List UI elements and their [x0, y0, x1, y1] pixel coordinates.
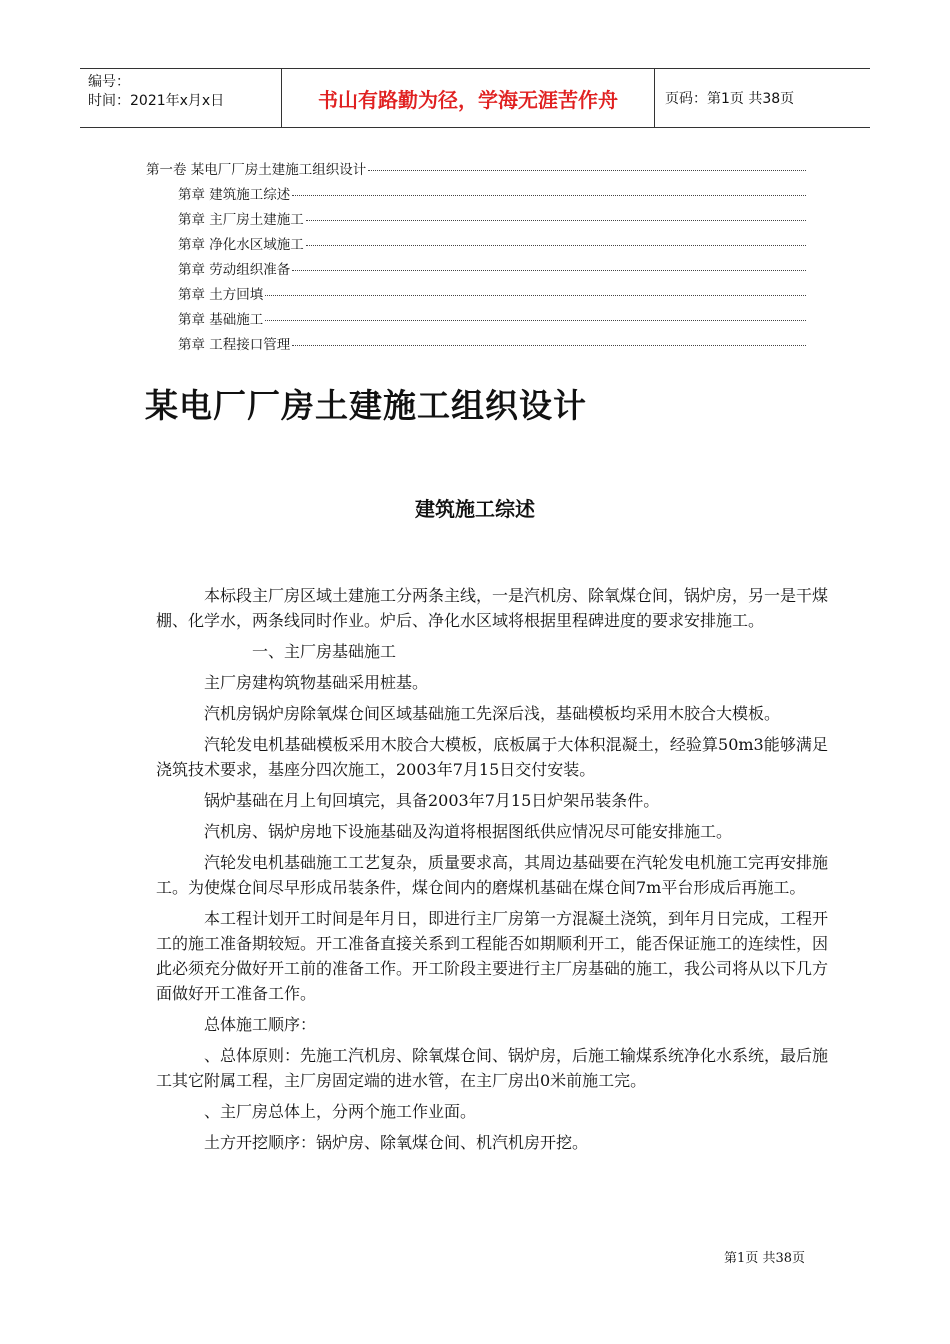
document-title: 某电厂厂房土建施工组织设计: [145, 386, 587, 425]
toc-leader: [306, 220, 806, 221]
paragraph: 本工程计划开工时间是年月日，即进行主厂房第一方混凝土浇筑，到年月日完成，工程开工的施工准备期较短。开工准备直接关系到工程能否如期顺利开工，能否保证施工的连续性，因此必须充分做好开工前的准备工作。开工阶段主要进行主厂房基础的施工，我公司将从以下几方面做好开工准备工作。: [156, 909, 829, 1003]
toc-item-label: 第章 工程接口管理: [178, 337, 291, 353]
toc-item-label: 第章 基础施工: [178, 312, 264, 328]
paragraph: 土方开挖顺序：锅炉房、除氧煤仓间、机汽机房开挖。: [204, 1133, 589, 1152]
header-number: 编号：: [88, 74, 130, 90]
paragraph: 、总体原则：先施工汽机房、除氧煤仓间、锅炉房，后施工输煤系统净化水系统，最后施工其它附属工程，主厂房固定端的进水管，在主厂房出0米前施工完。: [156, 1046, 829, 1090]
document-body: [156, 583, 828, 1161]
header-info: [80, 69, 282, 127]
toc-volume[interactable]: [146, 158, 806, 183]
header-motto: 书山有路勤为径，学海无涯苦作舟: [282, 69, 655, 127]
toc-item[interactable]: [146, 183, 806, 208]
header-time: 时间：2021年x月x日: [88, 93, 225, 109]
toc-leader: [292, 270, 806, 271]
chapter-title: 建筑施工综述: [415, 497, 535, 521]
toc-item-label: 第章 主厂房土建施工: [178, 212, 304, 228]
paragraph: 本标段主厂房区域土建施工分两条主线，一是汽机房、除氧煤仓间，锅炉房，另一是干煤棚、化学水，两条线同时作业。炉后、净化水区域将根据里程碑进度的要求安排施工。: [156, 586, 829, 630]
table-of-contents: [146, 158, 806, 358]
paragraph: 汽轮发电机基础模板采用木胶合大模板，底板属于大体积混凝土，经验算50m3能够满足浇筑技术要求，基座分四次施工，2003年7月15日交付安装。: [156, 735, 828, 779]
toc-item[interactable]: [146, 333, 806, 358]
toc-item[interactable]: [146, 258, 806, 283]
toc-item[interactable]: [146, 208, 806, 233]
toc-item[interactable]: [146, 233, 806, 258]
paragraph: 汽轮发电机基础施工工艺复杂，质量要求高，其周边基础要在汽轮发电机施工完再安排施工。为使煤仓间尽早形成吊装条件，煤仓间内的磨煤机基础在煤仓间7m平台形成后再施工。: [156, 853, 829, 897]
toc-leader: [368, 170, 806, 171]
toc-leader: [306, 245, 806, 246]
paragraph: 锅炉基础在月上旬回填完，具备2003年7月15日炉架吊装条件。: [204, 791, 660, 810]
paragraph: 主厂房建构筑物基础采用桩基。: [204, 673, 429, 692]
page-footer: 第1页 共38页: [724, 1251, 805, 1266]
toc-leader: [292, 195, 806, 196]
page-header: [80, 68, 870, 128]
paragraph: 汽机房、锅炉房地下设施基础及沟道将根据图纸供应情况尽可能安排施工。: [204, 822, 733, 841]
toc-item[interactable]: [146, 283, 806, 308]
toc-volume-label: 第一卷 某电厂厂房土建施工组织设计: [146, 162, 367, 178]
toc-item-label: 第章 净化水区域施工: [178, 237, 304, 253]
paragraph: 总体施工顺序：: [204, 1015, 317, 1034]
toc-item[interactable]: [146, 308, 806, 333]
toc-leader: [265, 320, 806, 321]
toc-leader: [292, 345, 806, 346]
toc-item-label: 第章 劳动组织准备: [178, 262, 291, 278]
toc-leader: [265, 295, 806, 296]
toc-item-label: 第章 建筑施工综述: [178, 187, 291, 203]
paragraph: 、主厂房总体上，分两个施工作业面。: [204, 1102, 477, 1121]
section-heading: 一、主厂房基础施工: [252, 642, 397, 661]
header-page: 页码：第1页 共38页: [665, 91, 795, 107]
paragraph: 汽机房锅炉房除氧煤仓间区域基础施工先深后浅，基础模板均采用木胶合大模板。: [204, 704, 781, 723]
toc-item-label: 第章 土方回填: [178, 287, 264, 303]
